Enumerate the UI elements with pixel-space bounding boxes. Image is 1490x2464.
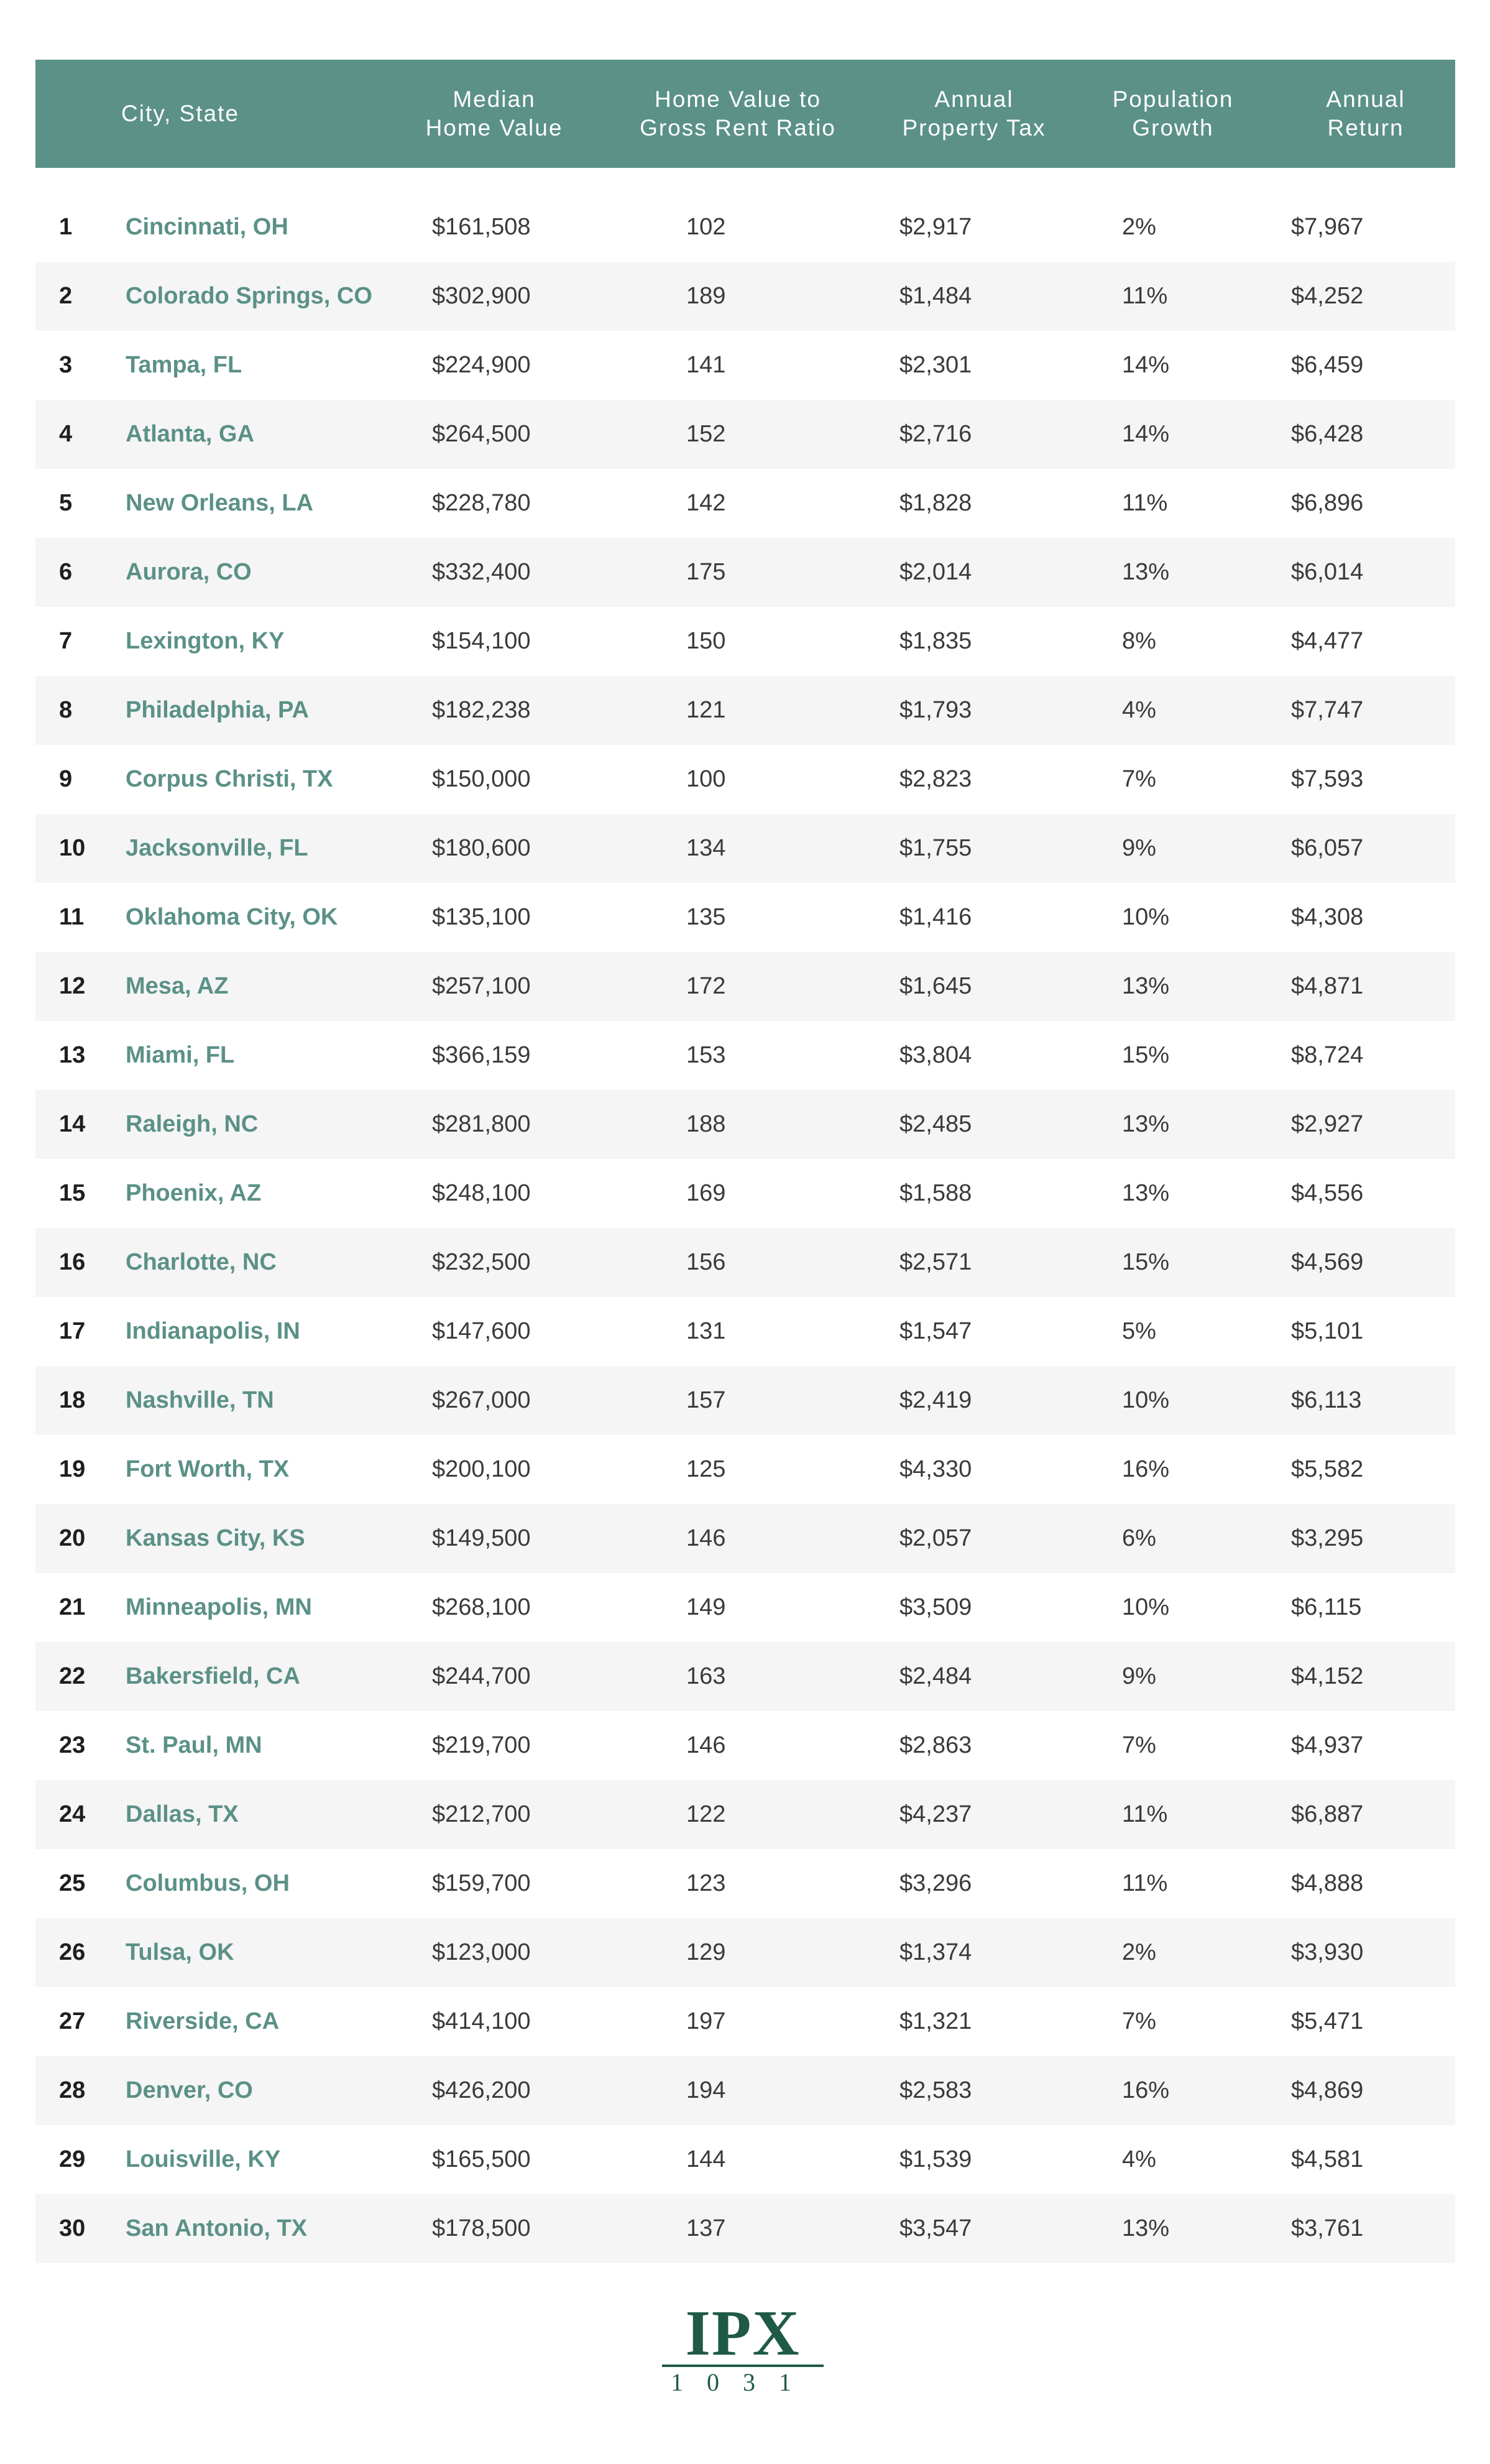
row-city-state: Kansas City, KS — [126, 1525, 305, 1551]
header-population-growth: Population Growth — [1112, 86, 1234, 141]
row-annual-property-tax: $1,793 — [899, 697, 972, 723]
row-city-state: Oklahoma City, OK — [126, 904, 338, 930]
row-rank: 9 — [59, 766, 73, 792]
row-home-value-rent-ratio: 144 — [686, 2146, 726, 2172]
row-rank: 1 — [59, 214, 73, 240]
row-home-value-rent-ratio: 123 — [686, 1870, 726, 1896]
row-home-value-rent-ratio: 153 — [686, 1042, 726, 1068]
table-row — [35, 1987, 1455, 2056]
row-median-home-value: $200,100 — [432, 1456, 531, 1482]
row-rank: 24 — [59, 1801, 86, 1827]
row-annual-property-tax: $1,755 — [899, 835, 972, 861]
header-annual-property-tax: Annual Property Tax — [902, 86, 1046, 141]
row-city-state: Tulsa, OK — [126, 1939, 234, 1965]
row-home-value-rent-ratio: 131 — [686, 1318, 726, 1344]
row-home-value-rent-ratio: 188 — [686, 1111, 726, 1137]
table-row — [35, 469, 1455, 538]
row-annual-property-tax: $3,509 — [899, 1594, 972, 1620]
row-median-home-value: $244,700 — [432, 1663, 531, 1689]
row-city-state: Columbus, OH — [126, 1870, 290, 1896]
row-city-state: Denver, CO — [126, 2077, 253, 2103]
row-home-value-rent-ratio: 156 — [686, 1249, 726, 1275]
row-home-value-rent-ratio: 149 — [686, 1594, 726, 1620]
row-rank: 26 — [59, 1939, 86, 1965]
row-annual-property-tax: $4,237 — [899, 1801, 972, 1827]
row-population-growth: 11% — [1122, 1801, 1168, 1827]
row-city-state: Riverside, CA — [126, 2008, 280, 2034]
row-population-growth: 11% — [1122, 1870, 1168, 1896]
row-city-state: Philadelphia, PA — [126, 697, 309, 723]
row-annual-property-tax: $1,539 — [899, 2146, 972, 2172]
row-rank: 25 — [59, 1870, 86, 1896]
row-city-state: Lexington, KY — [126, 628, 285, 654]
row-annual-return: $4,869 — [1291, 2077, 1364, 2103]
table-row — [35, 2125, 1455, 2194]
header-median-home-value: Median Home Value — [425, 86, 563, 141]
row-annual-return: $4,252 — [1291, 283, 1364, 309]
row-annual-property-tax: $1,374 — [899, 1939, 972, 1965]
row-annual-property-tax: $2,419 — [899, 1387, 972, 1413]
row-home-value-rent-ratio: 175 — [686, 559, 726, 585]
table-row — [35, 1090, 1455, 1159]
row-home-value-rent-ratio: 121 — [686, 697, 726, 723]
row-annual-property-tax: $3,804 — [899, 1042, 972, 1068]
row-population-growth: 4% — [1122, 697, 1156, 723]
row-rank: 30 — [59, 2215, 86, 2241]
row-median-home-value: $366,159 — [432, 1042, 531, 1068]
logo-sub-text: 1031 — [671, 2368, 815, 2396]
row-rank: 3 — [59, 352, 73, 378]
row-median-home-value: $147,600 — [432, 1318, 531, 1344]
row-rank: 22 — [59, 1663, 86, 1689]
row-population-growth: 13% — [1122, 1180, 1170, 1206]
row-population-growth: 6% — [1122, 1525, 1156, 1551]
row-population-growth: 2% — [1122, 1939, 1156, 1965]
row-annual-return: $6,115 — [1291, 1594, 1362, 1620]
table-row — [35, 1849, 1455, 1918]
row-median-home-value: $257,100 — [432, 973, 531, 999]
row-home-value-rent-ratio: 172 — [686, 973, 726, 999]
row-population-growth: 13% — [1122, 1111, 1170, 1137]
row-annual-property-tax: $1,416 — [899, 904, 972, 930]
row-rank: 6 — [59, 559, 73, 585]
row-home-value-rent-ratio: 163 — [686, 1663, 726, 1689]
row-rank: 7 — [59, 628, 73, 654]
header-home-value-rent-ratio: Home Value to Gross Rent Ratio — [640, 86, 836, 141]
row-median-home-value: $161,508 — [432, 214, 531, 240]
row-city-state: Bakersfield, CA — [126, 1663, 300, 1689]
row-home-value-rent-ratio: 169 — [686, 1180, 726, 1206]
row-population-growth: 2% — [1122, 214, 1156, 240]
row-rank: 18 — [59, 1387, 86, 1413]
row-annual-return: $7,593 — [1291, 766, 1364, 792]
row-annual-return: $6,887 — [1291, 1801, 1364, 1827]
row-median-home-value: $414,100 — [432, 2008, 531, 2034]
row-annual-property-tax: $1,828 — [899, 490, 972, 516]
row-rank: 5 — [59, 490, 73, 516]
row-city-state: Charlotte, NC — [126, 1249, 277, 1275]
row-median-home-value: $281,800 — [432, 1111, 531, 1137]
row-annual-return: $5,471 — [1291, 2008, 1364, 2034]
row-rank: 13 — [59, 1042, 86, 1068]
table-row — [35, 1228, 1455, 1297]
row-population-growth: 10% — [1122, 904, 1170, 930]
table-header — [35, 60, 1455, 168]
row-city-state: Tampa, FL — [126, 352, 242, 378]
row-rank: 19 — [59, 1456, 86, 1482]
table-row — [35, 2194, 1455, 2263]
row-median-home-value: $264,500 — [432, 421, 531, 447]
row-median-home-value: $135,100 — [432, 904, 531, 930]
table-row — [35, 1642, 1455, 1711]
row-home-value-rent-ratio: 122 — [686, 1801, 726, 1827]
row-annual-return: $6,113 — [1291, 1387, 1362, 1413]
table-body — [35, 193, 1455, 2263]
table-row — [35, 1918, 1455, 1987]
row-median-home-value: $219,700 — [432, 1732, 531, 1758]
row-home-value-rent-ratio: 142 — [686, 490, 726, 516]
row-annual-property-tax: $2,485 — [899, 1111, 972, 1137]
row-annual-property-tax: $3,547 — [899, 2215, 972, 2241]
row-median-home-value: $165,500 — [432, 2146, 531, 2172]
row-city-state: Aurora, CO — [126, 559, 252, 585]
header-annual-return: Annual Return — [1326, 86, 1405, 141]
row-median-home-value: $332,400 — [432, 559, 531, 585]
row-annual-return: $7,747 — [1291, 697, 1364, 723]
row-home-value-rent-ratio: 152 — [686, 421, 726, 447]
row-city-state: Miami, FL — [126, 1042, 235, 1068]
row-city-state: San Antonio, TX — [126, 2215, 308, 2241]
row-city-state: Atlanta, GA — [126, 421, 254, 447]
row-population-growth: 13% — [1122, 2215, 1170, 2241]
table-row — [35, 676, 1455, 745]
row-annual-return: $7,967 — [1291, 214, 1364, 240]
row-median-home-value: $267,000 — [432, 1387, 531, 1413]
row-median-home-value: $228,780 — [432, 490, 531, 516]
row-population-growth: 8% — [1122, 628, 1156, 654]
row-annual-property-tax: $2,301 — [899, 352, 972, 378]
table-row — [35, 1435, 1455, 1504]
row-city-state: Fort Worth, TX — [126, 1456, 290, 1482]
row-annual-property-tax: $2,014 — [899, 559, 972, 585]
row-population-growth: 9% — [1122, 1663, 1156, 1689]
row-annual-property-tax: $3,296 — [899, 1870, 972, 1896]
row-median-home-value: $426,200 — [432, 2077, 531, 2103]
row-annual-property-tax: $1,484 — [899, 283, 972, 309]
row-city-state: Cincinnati, OH — [126, 214, 288, 240]
row-rank: 14 — [59, 1111, 86, 1137]
row-rank: 16 — [59, 1249, 86, 1275]
row-annual-return: $4,152 — [1291, 1663, 1364, 1689]
ipx-1031-logo — [656, 2304, 830, 2397]
row-home-value-rent-ratio: 137 — [686, 2215, 726, 2241]
row-city-state: Phoenix, AZ — [126, 1180, 262, 1206]
row-median-home-value: $150,000 — [432, 766, 531, 792]
row-population-growth: 10% — [1122, 1594, 1170, 1620]
row-rank: 20 — [59, 1525, 86, 1551]
row-annual-return: $4,477 — [1291, 628, 1364, 654]
row-annual-return: $5,101 — [1291, 1318, 1364, 1344]
table-row — [35, 883, 1455, 952]
row-annual-return: $4,569 — [1291, 1249, 1364, 1275]
row-rank: 29 — [59, 2146, 86, 2172]
row-annual-property-tax: $2,917 — [899, 214, 972, 240]
row-annual-return: $5,582 — [1291, 1456, 1364, 1482]
row-city-state: Minneapolis, MN — [126, 1594, 312, 1620]
row-city-state: Nashville, TN — [126, 1387, 274, 1413]
row-annual-return: $4,308 — [1291, 904, 1364, 930]
row-annual-return: $4,556 — [1291, 1180, 1364, 1206]
rankings-table — [35, 60, 1455, 2263]
row-city-state: St. Paul, MN — [126, 1732, 262, 1758]
header-city: City, State — [121, 101, 239, 126]
row-rank: 21 — [59, 1594, 86, 1620]
row-median-home-value: $224,900 — [432, 352, 531, 378]
row-population-growth: 13% — [1122, 559, 1170, 585]
row-population-growth: 7% — [1122, 2008, 1156, 2034]
row-population-growth: 14% — [1122, 421, 1170, 447]
row-rank: 8 — [59, 697, 73, 723]
row-median-home-value: $302,900 — [432, 283, 531, 309]
row-home-value-rent-ratio: 135 — [686, 904, 726, 930]
row-home-value-rent-ratio: 150 — [686, 628, 726, 654]
table-row — [35, 952, 1455, 1021]
row-rank: 17 — [59, 1318, 86, 1344]
row-annual-property-tax: $1,588 — [899, 1180, 972, 1206]
row-median-home-value: $123,000 — [432, 1939, 531, 1965]
row-population-growth: 11% — [1122, 283, 1168, 309]
row-home-value-rent-ratio: 146 — [686, 1732, 726, 1758]
row-annual-return: $6,459 — [1291, 352, 1364, 378]
row-rank: 28 — [59, 2077, 86, 2103]
row-annual-return: $6,014 — [1291, 559, 1364, 585]
row-rank: 12 — [59, 973, 86, 999]
table-row — [35, 193, 1455, 262]
row-home-value-rent-ratio: 146 — [686, 1525, 726, 1551]
row-population-growth: 7% — [1122, 766, 1156, 792]
table-row — [35, 1573, 1455, 1642]
row-annual-return: $6,428 — [1291, 421, 1364, 447]
row-home-value-rent-ratio: 189 — [686, 283, 726, 309]
table-row — [35, 1297, 1455, 1366]
row-city-state: Indianapolis, IN — [126, 1318, 300, 1344]
table-row — [35, 745, 1455, 814]
row-rank: 23 — [59, 1732, 86, 1758]
row-annual-return: $3,761 — [1291, 2215, 1364, 2241]
row-annual-property-tax: $2,863 — [899, 1732, 972, 1758]
row-median-home-value: $232,500 — [432, 1249, 531, 1275]
row-annual-property-tax: $4,330 — [899, 1456, 972, 1482]
table-row — [35, 814, 1455, 883]
row-population-growth: 9% — [1122, 835, 1156, 861]
row-city-state: Louisville, KY — [126, 2146, 281, 2172]
row-median-home-value: $154,100 — [432, 628, 531, 654]
table-row — [35, 400, 1455, 469]
table-row — [35, 538, 1455, 607]
row-annual-property-tax: $1,547 — [899, 1318, 972, 1344]
row-median-home-value: $248,100 — [432, 1180, 531, 1206]
row-rank: 11 — [59, 904, 85, 930]
row-city-state: New Orleans, LA — [126, 490, 313, 516]
row-annual-property-tax: $2,484 — [899, 1663, 972, 1689]
row-annual-property-tax: $1,835 — [899, 628, 972, 654]
row-city-state: Jacksonville, FL — [126, 835, 308, 861]
row-median-home-value: $182,238 — [432, 697, 531, 723]
table-row — [35, 1021, 1455, 1090]
row-population-growth: 15% — [1122, 1042, 1170, 1068]
row-city-state: Corpus Christi, TX — [126, 766, 333, 792]
row-annual-return: $6,057 — [1291, 835, 1364, 861]
row-rank: 4 — [59, 421, 73, 447]
table-row — [35, 1366, 1455, 1435]
row-home-value-rent-ratio: 129 — [686, 1939, 726, 1965]
row-annual-property-tax: $2,716 — [899, 421, 972, 447]
row-annual-property-tax: $1,321 — [899, 2008, 972, 2034]
logo-main-text: IPX — [685, 2304, 801, 2369]
row-annual-return: $3,295 — [1291, 1525, 1364, 1551]
row-home-value-rent-ratio: 134 — [686, 835, 726, 861]
row-population-growth: 14% — [1122, 352, 1170, 378]
row-population-growth: 13% — [1122, 973, 1170, 999]
row-median-home-value: $268,100 — [432, 1594, 531, 1620]
row-median-home-value: $212,700 — [432, 1801, 531, 1827]
row-median-home-value: $159,700 — [432, 1870, 531, 1896]
table-row — [35, 1504, 1455, 1573]
table-row — [35, 2056, 1455, 2125]
row-population-growth: 4% — [1122, 2146, 1156, 2172]
row-median-home-value: $178,500 — [432, 2215, 531, 2241]
row-city-state: Dallas, TX — [126, 1801, 239, 1827]
row-annual-return: $8,724 — [1291, 1042, 1364, 1068]
row-annual-return: $4,871 — [1291, 973, 1364, 999]
table-row — [35, 1780, 1455, 1849]
row-population-growth: 11% — [1122, 490, 1168, 516]
row-annual-property-tax: $1,645 — [899, 973, 972, 999]
table-row — [35, 607, 1455, 676]
row-population-growth: 16% — [1122, 1456, 1170, 1482]
row-annual-return: $6,896 — [1291, 490, 1364, 516]
row-rank: 2 — [59, 283, 73, 309]
row-annual-return: $4,937 — [1291, 1732, 1364, 1758]
row-annual-property-tax: $2,823 — [899, 766, 972, 792]
row-population-growth: 5% — [1122, 1318, 1156, 1344]
row-rank: 27 — [59, 2008, 86, 2034]
row-city-state: Raleigh, NC — [126, 1111, 259, 1137]
row-home-value-rent-ratio: 102 — [686, 214, 726, 240]
table-row — [35, 331, 1455, 400]
row-annual-property-tax: $2,583 — [899, 2077, 972, 2103]
row-annual-property-tax: $2,571 — [899, 1249, 972, 1275]
row-annual-return: $4,581 — [1291, 2146, 1364, 2172]
row-rank: 15 — [59, 1180, 86, 1206]
table-row — [35, 262, 1455, 331]
row-home-value-rent-ratio: 125 — [686, 1456, 726, 1482]
row-annual-return: $2,927 — [1291, 1111, 1364, 1137]
row-annual-return: $4,888 — [1291, 1870, 1364, 1896]
row-population-growth: 16% — [1122, 2077, 1170, 2103]
row-home-value-rent-ratio: 141 — [686, 352, 726, 378]
row-population-growth: 15% — [1122, 1249, 1170, 1275]
row-population-growth: 7% — [1122, 1732, 1156, 1758]
row-home-value-rent-ratio: 100 — [686, 766, 726, 792]
table-row — [35, 1159, 1455, 1228]
row-home-value-rent-ratio: 197 — [686, 2008, 726, 2034]
row-annual-property-tax: $2,057 — [899, 1525, 972, 1551]
row-city-state: Colorado Springs, CO — [126, 283, 372, 309]
row-rank: 10 — [59, 835, 86, 861]
row-median-home-value: $180,600 — [432, 835, 531, 861]
row-home-value-rent-ratio: 194 — [686, 2077, 726, 2103]
table-row — [35, 1711, 1455, 1780]
row-home-value-rent-ratio: 157 — [686, 1387, 726, 1413]
row-annual-return: $3,930 — [1291, 1939, 1364, 1965]
row-city-state: Mesa, AZ — [126, 973, 229, 999]
row-population-growth: 10% — [1122, 1387, 1170, 1413]
row-median-home-value: $149,500 — [432, 1525, 531, 1551]
